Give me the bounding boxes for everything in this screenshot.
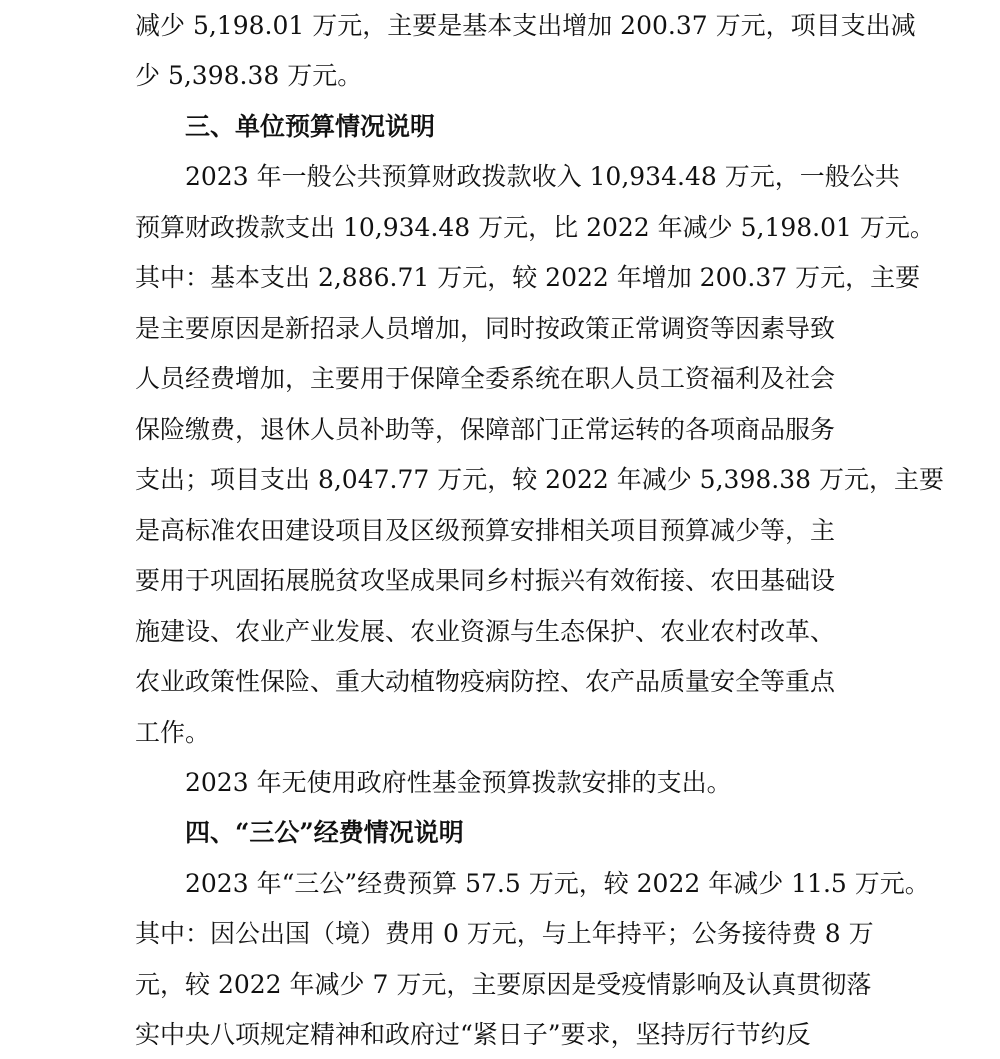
text-line-content: 施建设、农业产业发展、农业资源与生态保护、农业农村改革、 bbox=[135, 617, 836, 646]
text-line-content: 2023 年“三公”经费预算 57.5 万元，较 2022 年减少 11.5 万元。 bbox=[185, 869, 930, 898]
text-line-content: 是主要原因是新招录人员增加，同时按政策正常调资等因素导致 bbox=[135, 314, 836, 343]
text-line-content: 工作。 bbox=[135, 718, 211, 747]
text-line bbox=[0, 56, 1000, 96]
text-line bbox=[0, 157, 1000, 197]
text-line bbox=[0, 1015, 1000, 1055]
text-line bbox=[0, 561, 1000, 601]
text-line-content: 减少 5,198.01 万元，主要是基本支出增加 200.37 万元，项目支出减 bbox=[135, 11, 916, 40]
section-heading bbox=[0, 107, 1000, 147]
text-line-content: 实中央八项规定精神和政府过“紧日子”要求，坚持厉行节约反 bbox=[135, 1020, 811, 1049]
text-line-content: 是高标准农田建设项目及区级预算安排相关项目预算减少等，主 bbox=[135, 516, 836, 545]
text-line-content: 保险缴费，退休人员补助等，保障部门正常运转的各项商品服务 bbox=[135, 415, 836, 444]
text-line-content: 农业政策性保险、重大动植物疫病防控、农产品质量安全等重点 bbox=[135, 667, 836, 696]
text-line-content: 其中：因公出国（境）费用 0 万元，与上年持平；公务接待费 8 万 bbox=[135, 919, 874, 948]
section-heading-text: 四、“三公”经费情况说明 bbox=[185, 818, 464, 847]
text-line bbox=[0, 713, 1000, 753]
text-line-content: 支出；项目支出 8,047.77 万元，较 2022 年减少 5,398.38 万元，主要 bbox=[135, 465, 944, 494]
text-line bbox=[0, 914, 1000, 954]
text-line bbox=[0, 763, 1000, 803]
section-heading-text: 三、单位预算情况说明 bbox=[185, 112, 436, 141]
text-line bbox=[0, 662, 1000, 702]
text-line bbox=[0, 612, 1000, 652]
text-line bbox=[0, 460, 1000, 500]
text-line bbox=[0, 359, 1000, 399]
text-line bbox=[0, 410, 1000, 450]
section-heading bbox=[0, 813, 1000, 853]
text-line bbox=[0, 208, 1000, 248]
text-line-content: 其中：基本支出 2,886.71 万元，较 2022 年增加 200.37 万元，主要 bbox=[135, 263, 921, 292]
text-line-content: 预算财政拨款支出 10,934.48 万元，比 2022 年减少 5,198.01 万元。 bbox=[135, 213, 935, 242]
text-line-content: 少 5,398.38 万元。 bbox=[135, 61, 363, 90]
text-line bbox=[0, 6, 1000, 46]
text-line bbox=[0, 864, 1000, 904]
text-line-content: 要用于巩固拓展脱贫攻坚成果同乡村振兴有效衔接、农田基础设 bbox=[135, 566, 836, 595]
text-line bbox=[0, 965, 1000, 1005]
text-line bbox=[0, 309, 1000, 349]
text-line bbox=[0, 511, 1000, 551]
text-line-content: 元，较 2022 年减少 7 万元，主要原因是受疫情影响及认真贯彻落 bbox=[135, 970, 872, 999]
text-line-content: 2023 年无使用政府性基金预算拨款安排的支出。 bbox=[185, 768, 732, 797]
text-line bbox=[0, 258, 1000, 298]
text-line-content: 人员经费增加，主要用于保障全委系统在职人员工资福利及社会 bbox=[135, 364, 836, 393]
text-line-content: 2023 年一般公共预算财政拨款收入 10,934.48 万元，一般公共 bbox=[185, 162, 900, 191]
